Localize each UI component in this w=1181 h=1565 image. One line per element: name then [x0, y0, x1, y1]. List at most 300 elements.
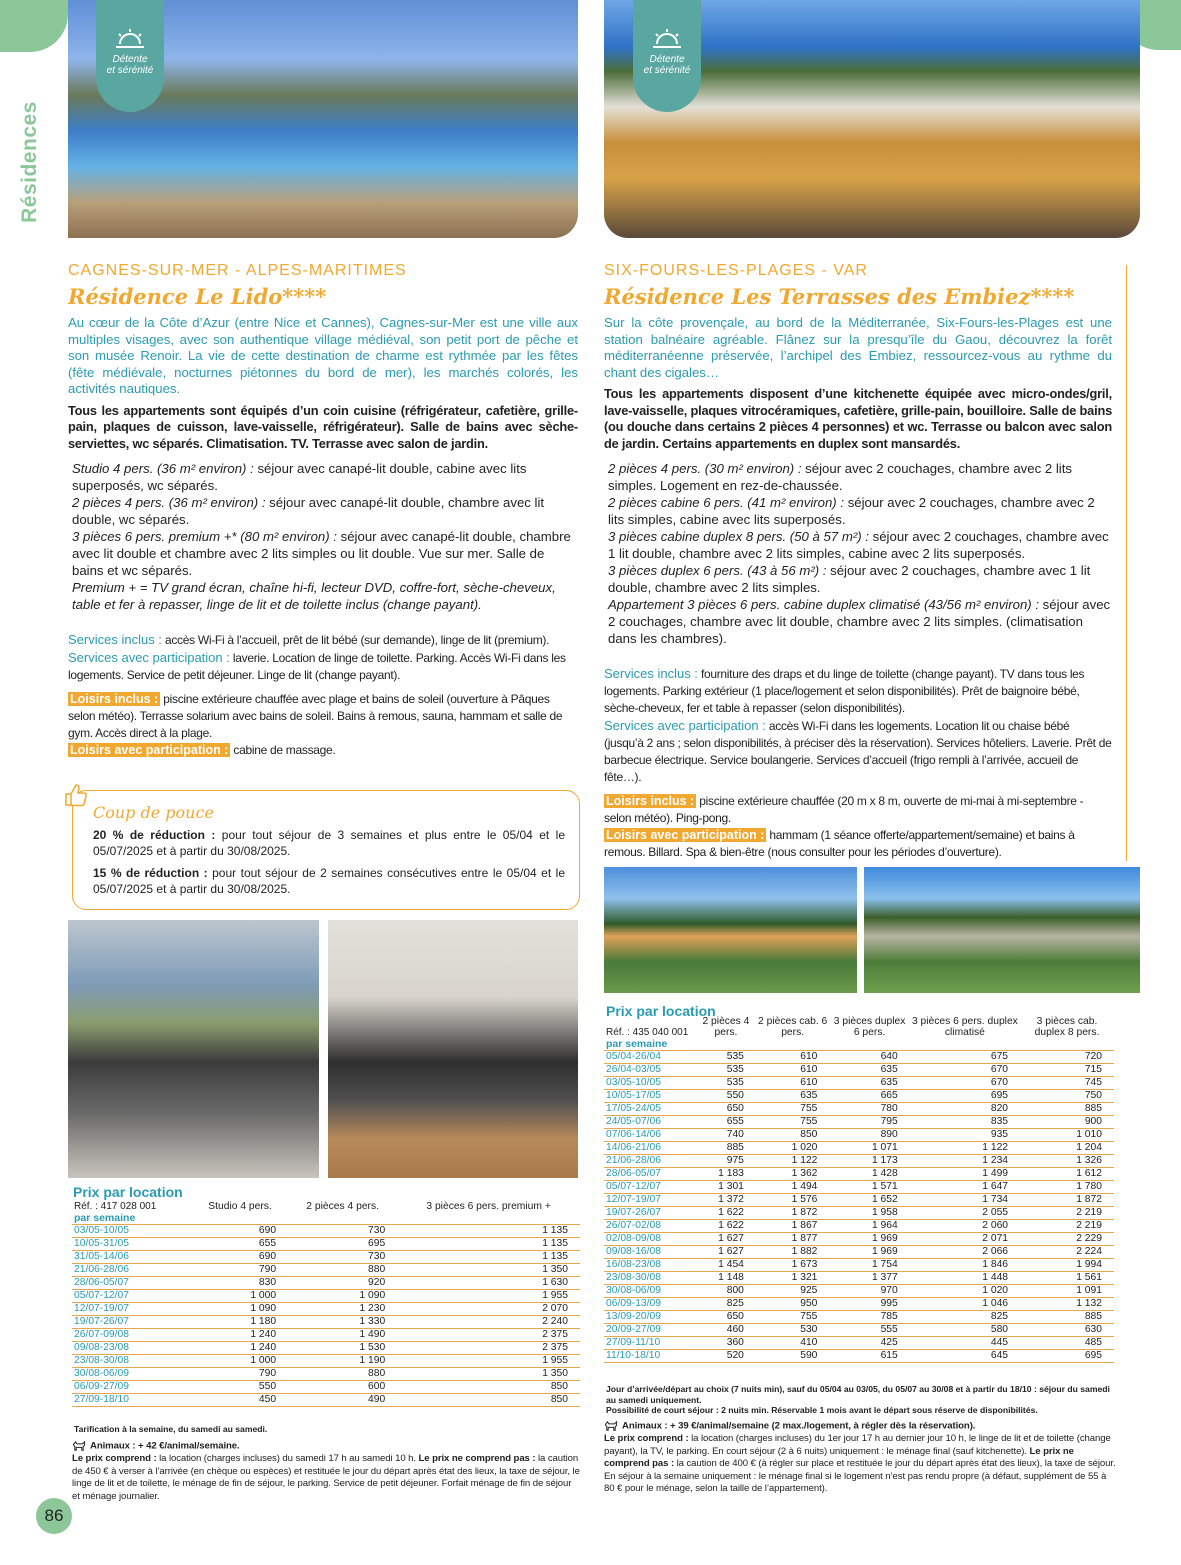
price-cell: 695	[288, 1237, 397, 1250]
price-cell: 1 234	[910, 1154, 1020, 1167]
per-week-label: par semaine	[72, 1212, 580, 1224]
conditions: Animaux : + 42 €/animal/semaine. Le prix comprend : la location (charges incluses) du samedi 17 h au samedi 10 h. Le prix ne comprend pas : la caution de 450 € à verser à l’arrivée (en chèque ou espèces) et restituée le jour du départ après état des lieux, la taxe de séjour, le linge de lit et de toilette, le ménage de fin de séjour, le parking. Service de petit déjeuner. Forfait ménage de fin de séjour et ménage journalier.	[72, 1440, 580, 1502]
page-number: 86	[36, 1498, 72, 1534]
price-cell: 1 877	[756, 1232, 830, 1245]
price-cell: 555	[829, 1323, 909, 1336]
period-cell: 05/04-26/04	[604, 1050, 696, 1063]
price-cell: 530	[756, 1323, 830, 1336]
price-row	[604, 1167, 1114, 1180]
period-cell: 19/07-26/07	[604, 1206, 696, 1219]
price-cell: 1 530	[288, 1341, 397, 1354]
price-cell: 995	[829, 1297, 909, 1310]
price-cell: 1 499	[910, 1167, 1020, 1180]
price-cell: 745	[1020, 1076, 1114, 1089]
corner-decoration-left	[0, 0, 68, 52]
apartment-item: 2 pièces 4 pers. (30 m² environ) : séjour avec 2 couchages, chambre avec 2 lits simples. Logement en rez-de-chaussée.	[608, 461, 1072, 493]
price-cell: 485	[1020, 1336, 1114, 1349]
price-cell: 1 090	[288, 1289, 397, 1302]
price-cell: 1 494	[756, 1180, 830, 1193]
price-cell: 645	[910, 1349, 1020, 1362]
services: Services inclus : fourniture des draps et du linge de toilette (change payant). TV dans tous les logements. Parking extérieur (1 place/logement et selon disponibilités). Prêt de baignoire bébé, sèche-cheveux, fer et table à repasser (selon disponibilités). Services avec participation : accès Wi-Fi dans les logements. Location lit ou chaise bébé (jusqu’à 2 ans ; selon disponibilités, à préciser dès la réservation). Services hôteliers. Laverie. Prêt de barbecue électrique. Service boulangerie. Services d’accueil (frigo rempli à l’arrivée, accueil de fête…).	[604, 666, 1112, 784]
apartment-item: Premium + = TV grand écran, chaîne hi-fi, lecteur DVD, coffre-fort, sèche-cheveux, table et fer à repasser, linge de lit et de toilette inclus (change payant).	[72, 580, 556, 612]
price-table	[604, 1016, 1114, 1363]
price-cell: 675	[910, 1050, 1020, 1063]
price-cell: 790	[192, 1263, 288, 1276]
period-cell: 13/09-20/09	[604, 1310, 696, 1323]
period-cell: 05/07-12/07	[72, 1289, 192, 1302]
price-cell: 1 190	[288, 1354, 397, 1367]
price-cell: 1 204	[1020, 1141, 1114, 1154]
apartment-item: 2 pièces 4 pers. (36 m² environ) : séjour avec canapé-lit double, chambre avec lit double, wc séparés.	[72, 495, 545, 527]
price-row	[604, 1089, 1114, 1102]
price-cell: 1 173	[829, 1154, 909, 1167]
price-cell: 920	[288, 1276, 397, 1289]
price-row	[604, 1310, 1114, 1323]
price-cell: 1 071	[829, 1141, 909, 1154]
price-cell: 1 490	[288, 1328, 397, 1341]
services: Services inclus : accès Wi-Fi à l’accueil, prêt de lit bébé (sur demande), linge de lit (premium). Services avec participation : laverie. Location de linge de toilette. Parking. Accès Wi-Fi dans les logements. Service de petit déjeuner. Linge de lit (change payant).	[68, 632, 566, 682]
location: SIX-FOURS-LES-PLAGES - VAR	[604, 262, 868, 279]
price-cell: 550	[696, 1089, 756, 1102]
badge-text: Détente	[649, 54, 685, 65]
price-cell: 2 060	[910, 1219, 1020, 1232]
price-row	[604, 1336, 1114, 1349]
dog-icon	[72, 1440, 86, 1452]
price-cell: 695	[910, 1089, 1020, 1102]
column-header: 3 pièces 6 pers. premium +	[426, 1201, 551, 1213]
price-cell: 1 330	[288, 1315, 397, 1328]
price-cell: 1 135	[397, 1224, 580, 1237]
price-cell: 1 183	[696, 1167, 756, 1180]
residence-photo	[604, 867, 857, 993]
price-cell: 750	[1020, 1089, 1114, 1102]
price-cell: 2 375	[397, 1341, 580, 1354]
price-cell: 600	[288, 1380, 397, 1393]
price-cell: 640	[829, 1050, 909, 1063]
period-cell: 11/10-18/10	[604, 1349, 696, 1362]
price-cell: 635	[829, 1063, 909, 1076]
period-cell: 30/08-06/09	[72, 1367, 192, 1380]
price-row	[604, 1102, 1114, 1115]
period-cell: 23/08-30/08	[72, 1354, 192, 1367]
price-cell: 1 780	[1020, 1180, 1114, 1193]
price-cell: 1 362	[756, 1167, 830, 1180]
price-row	[604, 1206, 1114, 1219]
price-cell: 635	[756, 1089, 830, 1102]
period-cell: 03/05-10/05	[604, 1076, 696, 1089]
price-cell: 1 377	[829, 1271, 909, 1284]
dog-icon	[604, 1420, 618, 1432]
intro-text: Au cœur de la Côte d’Azur (entre Nice et Cannes), Cagnes-sur-Mer est une ville aux multiples visages, avec son authentique village médiéval, son petit port de pêche et son musée Renoir. La vie de cette destination de charme est rythmée par les fêtes (fête médiévale, nocturnes piétonnes du bord de mer), les marchés colorés, les activités nautiques.	[68, 315, 578, 396]
price-cell: 2 066	[910, 1245, 1020, 1258]
period-cell: 28/06-05/07	[604, 1167, 696, 1180]
period-cell: 31/05-14/06	[72, 1250, 192, 1263]
period-cell: 26/07-02/08	[604, 1219, 696, 1232]
price-cell: 1 994	[1020, 1258, 1114, 1271]
period-cell: 10/05-17/05	[604, 1089, 696, 1102]
price-cell: 885	[1020, 1102, 1114, 1115]
period-cell: 10/05-31/05	[72, 1237, 192, 1250]
price-cell: 1 350	[397, 1263, 580, 1276]
period-cell: 09/08-16/08	[604, 1245, 696, 1258]
reference: Réf. : 435 040 001	[606, 1027, 689, 1038]
price-cell: 2 229	[1020, 1232, 1114, 1245]
price-cell: 1 240	[192, 1341, 288, 1354]
price-cell: 850	[756, 1128, 830, 1141]
price-cell: 1 576	[756, 1193, 830, 1206]
price-cell: 1 090	[192, 1302, 288, 1315]
period-cell: 30/08-06/09	[604, 1284, 696, 1297]
price-cell: 1 964	[829, 1219, 909, 1232]
price-cell: 2 219	[1020, 1206, 1114, 1219]
price-cell: 1 867	[756, 1219, 830, 1232]
price-cell: 1 652	[829, 1193, 909, 1206]
badge-text: et sérénité	[106, 65, 154, 76]
price-row	[72, 1289, 580, 1302]
price-title: Prix par location	[73, 1184, 183, 1200]
price-cell: 690	[192, 1224, 288, 1237]
apartment-item: Appartement 3 pièces 6 pers. cabine duplex climatisé (43/56 m² environ) : séjour avec 2 couchages, chambre avec lit double, chambre avec 2 lits simples. (climatisation dans les chambres).	[608, 597, 1111, 646]
price-cell: 975	[696, 1154, 756, 1167]
price-cell: 1 454	[696, 1258, 756, 1271]
period-cell: 14/06-21/06	[604, 1141, 696, 1154]
residence-title: Résidence Les Terrasses des Embiez****	[604, 284, 1075, 309]
price-cell: 1 000	[192, 1289, 288, 1302]
price-cell: 1 240	[192, 1328, 288, 1341]
price-row	[604, 1219, 1114, 1232]
price-cell: 1 872	[1020, 1193, 1114, 1206]
price-cell: 615	[829, 1349, 909, 1362]
column-header: 2 pièces 4 pers.	[306, 1201, 379, 1213]
price-cell: 755	[756, 1102, 830, 1115]
price-cell: 425	[829, 1336, 909, 1349]
price-cell: 795	[829, 1115, 909, 1128]
price-cell: 1 882	[756, 1245, 830, 1258]
column-header: 3 pièces 6 pers. duplex climatisé	[911, 1016, 1018, 1038]
price-cell: 1 321	[756, 1271, 830, 1284]
column-header: 3 pièces cab. duplex 8 pers.	[1034, 1016, 1100, 1038]
price-cell: 1 301	[696, 1180, 756, 1193]
price-cell: 360	[696, 1336, 756, 1349]
location: CAGNES-SUR-MER - ALPES-MARITIMES	[68, 262, 407, 279]
price-cell: 850	[397, 1393, 580, 1406]
promo-box	[72, 790, 580, 910]
leisure: Loisirs inclus : piscine extérieure chauffée avec plage et bains de soleil (ouverture à Pâques selon météo). Terrasse solarium avec bains de soleil. Bains à remous, sauna, hammam et salle de gym. Accès direct à la plage. Loisirs avec participation : cabine de massage.	[68, 692, 563, 757]
period-cell: 26/07-09/08	[72, 1328, 192, 1341]
period-cell: 06/09-13/09	[604, 1297, 696, 1310]
price-row	[72, 1367, 580, 1380]
price-cell: 610	[756, 1050, 830, 1063]
tarif-note: Tarification à la semaine, du samedi au samedi.	[74, 1424, 268, 1434]
price-cell: 1 122	[756, 1154, 830, 1167]
price-cell: 970	[829, 1284, 909, 1297]
price-cell: 535	[696, 1050, 756, 1063]
price-cell: 695	[1020, 1349, 1114, 1362]
period-cell: 05/07-12/07	[604, 1180, 696, 1193]
price-cell: 1 020	[910, 1284, 1020, 1297]
period-cell: 27/09-11/10	[604, 1336, 696, 1349]
price-cell: 1 091	[1020, 1284, 1114, 1297]
price-row	[604, 1193, 1114, 1206]
period-cell: 12/07-19/07	[604, 1193, 696, 1206]
price-row	[604, 1141, 1114, 1154]
section-label: Résidences	[18, 101, 41, 223]
period-cell: 07/06-14/06	[604, 1128, 696, 1141]
price-cell: 1 969	[829, 1232, 909, 1245]
price-cell: 820	[910, 1102, 1020, 1115]
price-cell: 1 958	[829, 1206, 909, 1219]
price-row	[604, 1323, 1114, 1336]
price-cell: 520	[696, 1349, 756, 1362]
price-cell: 730	[288, 1224, 397, 1237]
promo-title: Coup de pouce	[93, 803, 214, 822]
apartment-item: Studio 4 pers. (36 m² environ) : séjour avec canapé-lit double, cabine avec lits superposés, wc séparés.	[72, 461, 527, 493]
arrival-note: Jour d’arrivée/départ au choix (7 nuits min), sauf du 05/04 au 03/05, du 05/07 au 30/08 et à partir du 18/10 : séjour du samedi au samedi uniquement. Possibilité de court séjour : 2 nuits min. Réservable 1 mois avant le départ sous réserve de disponibilités.	[606, 1384, 1110, 1415]
price-cell: 1 627	[696, 1245, 756, 1258]
price-cell: 445	[910, 1336, 1020, 1349]
apartment-item: 3 pièces duplex 6 pers. (43 à 56 m²) : séjour avec 2 couchages, chambre avec 1 lit double, chambre avec 2 lits simples.	[608, 563, 1091, 595]
price-cell: 1 428	[829, 1167, 909, 1180]
price-cell: 1 630	[397, 1276, 580, 1289]
price-cell: 720	[1020, 1050, 1114, 1063]
price-cell: 1 673	[756, 1258, 830, 1271]
price-cell: 655	[696, 1115, 756, 1128]
price-cell: 1 148	[696, 1271, 756, 1284]
price-cell: 800	[696, 1284, 756, 1297]
description: Tous les appartements disposent d’une kitchenette équipée avec micro-ondes/gril, lave-vaisselle, plaques vitrocéramiques, cafetière, grille-pain, bouilloire. Salle de bains (ou douche dans certains 2 pièces 4 personnes) et wc. Terrasse ou balcon avec salon de jardin. Certains appartements en duplex sont mansardés.	[604, 386, 1112, 451]
price-cell: 785	[829, 1310, 909, 1323]
price-cell: 1 571	[829, 1180, 909, 1193]
price-row	[72, 1302, 580, 1315]
price-cell: 1 122	[910, 1141, 1020, 1154]
apartment-list	[68, 460, 578, 613]
price-cell: 730	[288, 1250, 397, 1263]
living-room-photo	[68, 920, 319, 1178]
price-cell: 1 132	[1020, 1297, 1114, 1310]
price-cell: 1 754	[829, 1258, 909, 1271]
price-row	[604, 1297, 1114, 1310]
price-cell: 740	[696, 1128, 756, 1141]
price-cell: 590	[756, 1349, 830, 1362]
price-cell: 1 135	[397, 1250, 580, 1263]
price-row	[72, 1328, 580, 1341]
badge-text: Détente	[112, 54, 148, 65]
price-row	[604, 1050, 1114, 1063]
price-row	[604, 1115, 1114, 1128]
period-cell: 26/04-03/05	[604, 1063, 696, 1076]
price-row	[72, 1393, 580, 1406]
price-row	[72, 1315, 580, 1328]
apartment-item: 2 pièces cabine 6 pers. (41 m² environ) : séjour avec 2 couchages, chambre avec 2 lits simples, cabine avec lits superposés.	[608, 495, 1095, 527]
period-cell: 09/08-23/08	[72, 1341, 192, 1354]
price-cell: 1 010	[1020, 1128, 1114, 1141]
price-row	[72, 1276, 580, 1289]
right-column	[604, 262, 1112, 861]
description: Tous les appartements sont équipés d’un coin cuisine (réfrigérateur, cafetière, grille-pain, plaques de cuisson, lave-vaisselle, réfrigérateur). Salle de bains avec sèche-serviettes, wc séparés. Climatisation. TV. Terrasse avec salon de jardin.	[68, 402, 578, 451]
price-cell: 1 448	[910, 1271, 1020, 1284]
price-cell: 1 135	[397, 1237, 580, 1250]
price-cell: 1 230	[288, 1302, 397, 1315]
price-cell: 2 070	[397, 1302, 580, 1315]
price-row	[604, 1076, 1114, 1089]
price-row	[604, 1180, 1114, 1193]
price-row	[72, 1341, 580, 1354]
period-cell: 24/05-07/06	[604, 1115, 696, 1128]
price-row	[604, 1284, 1114, 1297]
price-cell: 790	[192, 1367, 288, 1380]
price-row	[604, 1128, 1114, 1141]
price-row	[604, 1063, 1114, 1076]
price-cell: 850	[397, 1380, 580, 1393]
living-room-photo	[328, 920, 578, 1178]
price-cell: 1 000	[192, 1354, 288, 1367]
period-cell: 17/05-24/05	[604, 1102, 696, 1115]
price-row	[604, 1154, 1114, 1167]
period-cell: 27/09-18/10	[72, 1393, 192, 1406]
apartment-item: 3 pièces 6 pers. premium +* (80 m² environ) : séjour avec canapé-lit double, chambre avec lit double et chambre avec 2 lits simples ou lit double. Vue sur mer. Salle de bains et wc séparés.	[72, 529, 571, 578]
period-cell: 23/08-30/08	[604, 1271, 696, 1284]
price-cell: 1 955	[397, 1289, 580, 1302]
price-cell: 550	[192, 1380, 288, 1393]
price-cell: 1 561	[1020, 1271, 1114, 1284]
sunset-icon	[651, 28, 683, 50]
period-cell: 19/07-26/07	[72, 1315, 192, 1328]
price-cell: 2 240	[397, 1315, 580, 1328]
price-cell: 1 627	[696, 1232, 756, 1245]
price-cell: 1 326	[1020, 1154, 1114, 1167]
price-row	[72, 1380, 580, 1393]
price-cell: 670	[910, 1076, 1020, 1089]
thumbs-up-icon	[62, 782, 88, 808]
price-cell: 630	[1020, 1323, 1114, 1336]
price-cell: 490	[288, 1393, 397, 1406]
price-cell: 580	[910, 1323, 1020, 1336]
price-cell: 2 055	[910, 1206, 1020, 1219]
price-cell: 1 955	[397, 1354, 580, 1367]
price-cell: 900	[1020, 1115, 1114, 1128]
price-cell: 885	[1020, 1310, 1114, 1323]
price-cell: 825	[696, 1297, 756, 1310]
relaxation-badge	[633, 0, 701, 112]
price-cell: 1 350	[397, 1367, 580, 1380]
price-row	[72, 1263, 580, 1276]
price-cell: 880	[288, 1367, 397, 1380]
residence-title: Résidence Le Lido****	[68, 284, 327, 309]
price-cell: 715	[1020, 1063, 1114, 1076]
intro-text: Sur la côte provençale, au bord de la Méditerranée, Six-Fours-les-Plages est une station balnéaire agréable. Flânez sur la presqu’île du Gaou, découvrez la forêt méditerranéenne préservée, l’archipel des Embiez, ressourcez-vous au rythme du chant des cigales…	[604, 315, 1112, 380]
period-cell: 21/06-28/06	[604, 1154, 696, 1167]
price-cell: 450	[192, 1393, 288, 1406]
period-cell: 03/05-10/05	[72, 1224, 192, 1237]
column-header: 2 pièces 4 pers.	[702, 1016, 750, 1038]
price-cell: 635	[829, 1076, 909, 1089]
price-cell: 755	[756, 1115, 830, 1128]
period-cell: 21/06-28/06	[72, 1263, 192, 1276]
leisure: Loisirs inclus : piscine extérieure chauffée (20 m x 8 m, ouverte de mi-mai à mi-septembre - selon météo). Ping-pong. Loisirs avec participation : hammam (1 séance offerte/appartement/semaine) et bains à remous. Billard. Spa & bien-être (nous consulter pour les périodes d’ouverture).	[604, 794, 1084, 859]
price-cell: 880	[288, 1263, 397, 1276]
price-cell: 535	[696, 1063, 756, 1076]
price-cell: 670	[910, 1063, 1020, 1076]
promo-offer: 15 % de réduction : pour tout séjour de 2 semaines consécutives entre le 05/04 et le 05/07/2025 et à partir du 30/08/2025.	[93, 866, 565, 896]
price-cell: 835	[910, 1115, 1020, 1128]
price-cell: 1 612	[1020, 1167, 1114, 1180]
sunset-icon	[114, 28, 146, 50]
per-week-label: par semaine	[604, 1038, 1114, 1050]
price-cell: 610	[756, 1063, 830, 1076]
price-cell: 2 375	[397, 1328, 580, 1341]
price-cell: 650	[696, 1102, 756, 1115]
price-cell: 950	[756, 1297, 830, 1310]
price-row	[72, 1354, 580, 1367]
apartment-item: 3 pièces cabine duplex 8 pers. (50 à 57 m²) : séjour avec 2 couchages, chambre avec 1 lit double, chambre avec 2 lits simples, cabine avec 2 lits superposés.	[608, 529, 1109, 561]
price-cell: 610	[756, 1076, 830, 1089]
price-cell: 690	[192, 1250, 288, 1263]
apartment-list	[604, 460, 1112, 647]
price-cell: 535	[696, 1076, 756, 1089]
price-row	[604, 1271, 1114, 1284]
price-row	[604, 1258, 1114, 1271]
price-cell: 1 734	[910, 1193, 1020, 1206]
price-cell: 1 846	[910, 1258, 1020, 1271]
column-header: Studio 4 pers.	[208, 1201, 272, 1213]
price-cell: 1 872	[756, 1206, 830, 1219]
price-cell: 655	[192, 1237, 288, 1250]
left-column	[68, 262, 578, 759]
column-header: 3 pièces duplex 6 pers.	[833, 1016, 906, 1038]
price-cell: 1 622	[696, 1219, 756, 1232]
price-cell: 885	[696, 1141, 756, 1154]
price-cell: 460	[696, 1323, 756, 1336]
price-cell: 650	[696, 1310, 756, 1323]
conditions: Animaux : + 39 €/animal/semaine (2 max./logement, à régler dès la réservation). Le prix comprend : la location (charges incluses) du 1er jour 17 h au dernier jour 10 h, le linge de lit et de toilette (change payant), la TV, le parking. En court séjour (2 à 6 nuits) uniquement : le ménage final (sauf kitchenette). Le prix ne comprend pas : la caution de 400 € (à régler sur place et restituée le jour du départ après état des lieux), la taxe de séjour. En séjour à la semaine uniquement : le ménage final si le logement n’est pas rendu propre (à défaut, supplément de 55 à 80 € pour le ménage, selon la taille de l’appartement).	[604, 1420, 1116, 1495]
price-title: Prix par location	[606, 1003, 716, 1019]
period-cell: 06/09-27/09	[72, 1380, 192, 1393]
promo-offer: 20 % de réduction : pour tout séjour de 3 semaines et plus entre le 05/04 et le 05/07/2025 et à partir du 30/08/2025.	[93, 828, 566, 858]
relaxation-badge	[96, 0, 164, 112]
price-cell: 1 020	[756, 1141, 830, 1154]
residence-photo	[864, 867, 1140, 993]
price-cell: 755	[756, 1310, 830, 1323]
price-cell: 2 224	[1020, 1245, 1114, 1258]
price-cell: 2 219	[1020, 1219, 1114, 1232]
column-header: 2 pièces cab. 6 pers.	[758, 1016, 828, 1038]
price-row	[604, 1349, 1114, 1362]
price-row	[72, 1224, 580, 1237]
price-cell: 410	[756, 1336, 830, 1349]
price-cell: 1 180	[192, 1315, 288, 1328]
price-cell: 925	[756, 1284, 830, 1297]
price-row	[604, 1232, 1114, 1245]
period-cell: 02/08-09/08	[604, 1232, 696, 1245]
price-cell: 665	[829, 1089, 909, 1102]
reference: Réf. : 417 028 001	[74, 1201, 157, 1213]
price-cell: 935	[910, 1128, 1020, 1141]
price-cell: 825	[910, 1310, 1020, 1323]
column-divider	[1126, 265, 1127, 861]
badge-text: et sérénité	[643, 65, 691, 76]
price-row	[604, 1245, 1114, 1258]
price-cell: 2 071	[910, 1232, 1020, 1245]
price-table	[72, 1200, 580, 1407]
price-cell: 1 046	[910, 1297, 1020, 1310]
period-cell: 28/06-05/07	[72, 1276, 192, 1289]
period-cell: 12/07-19/07	[72, 1302, 192, 1315]
period-cell: 16/08-23/08	[604, 1258, 696, 1271]
price-cell: 1 647	[910, 1180, 1020, 1193]
price-row	[72, 1237, 580, 1250]
price-cell: 1 969	[829, 1245, 909, 1258]
price-cell: 780	[829, 1102, 909, 1115]
